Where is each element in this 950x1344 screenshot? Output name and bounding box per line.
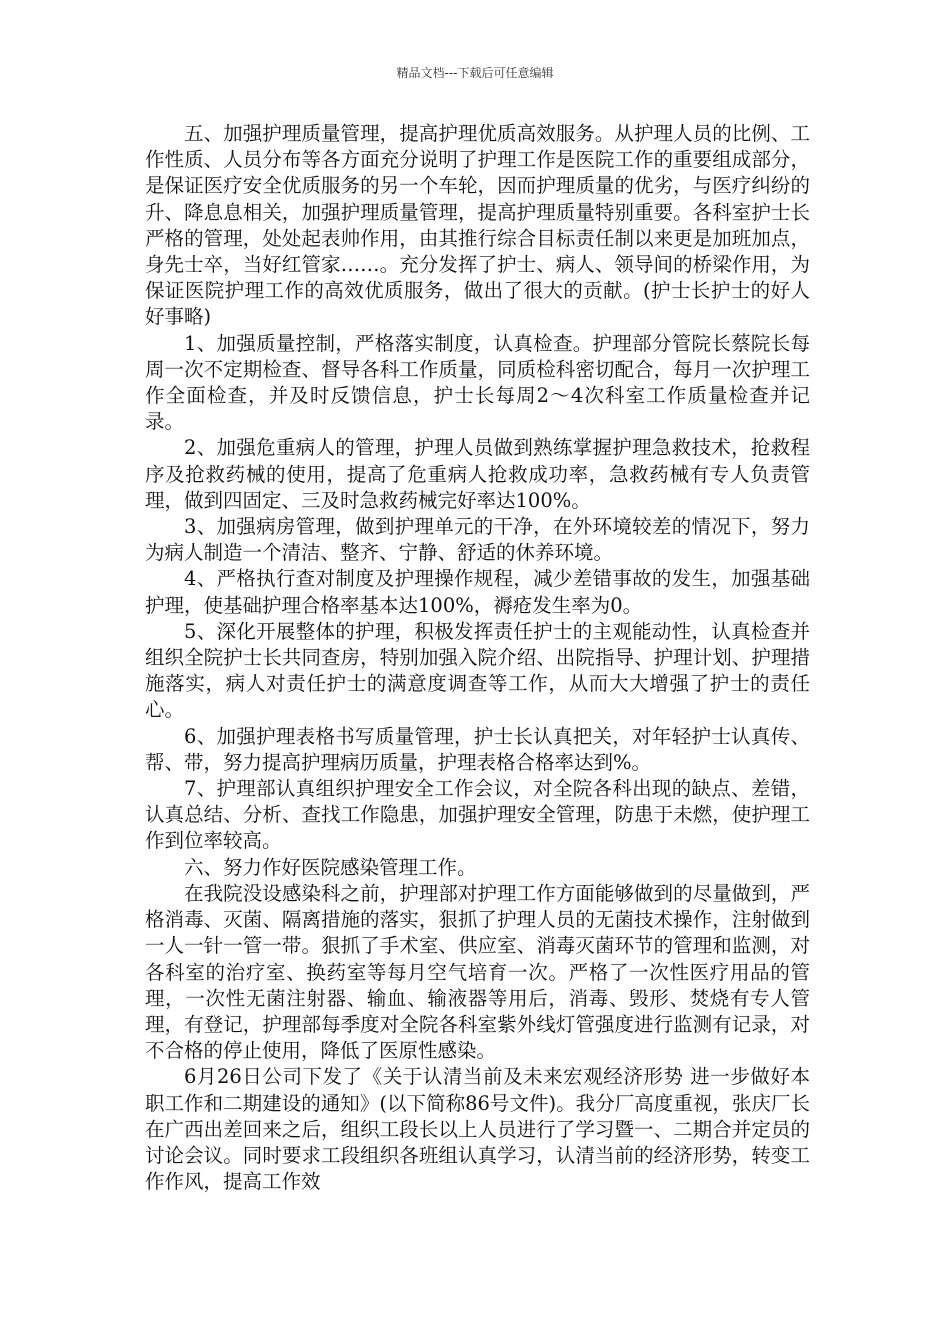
paragraph-notice: 6月26日公司下发了《关于认清当前及未来宏观经济形势 进一步做好本职工作和二期建设的通知》(以下简称86号文件)。我分厂高度重视，张庆厂长在广西出差回来之后，组织工段长以上人员进行了学习暨一、二期合并定员的讨论会议。同时要求工段组织各班组认真学习，认清当前的经济形势，转变工作作风，提高工作效 xyxy=(145,1065,810,1194)
paragraph-item-3: 3、加强病房管理，做到护理单元的干净，在外环境较差的情况下，努力为病人制造一个清洁、整齐、宁静、舒适的休养环境。 xyxy=(145,515,810,565)
paragraph-item-6: 6、加强护理表格书写质量管理，护士长认真把关，对年轻护士认真传、帮、带，努力提高护理病历质量，护理表格合格率达到%。 xyxy=(145,724,810,774)
paragraph-item-1: 1、加强质量控制，严格落实制度，认真检查。护理部分管院长蔡院长每周一次不定期检查、督导各科工作质量，同质检科密切配合，每月一次护理工作全面检查，并及时反馈信息，护士长每周2～4次科室工作质量检查并记录。 xyxy=(145,331,810,434)
paragraph-item-4: 4、严格执行查对制度及护理操作规程，减少差错事故的发生，加强基础护理，使基础护理合格率基本达100%，褥疮发生率为0。 xyxy=(145,567,810,617)
paragraph-item-5: 5、深化开展整体的护理，积极发挥责任护士的主观能动性，认真检查并组织全院护士长共同查房，特别加强入院介绍、出院指导、护理计划、护理措施落实，病人对责任护士的满意度调查等工作，从而大大增强了护士的责任心。 xyxy=(145,619,810,722)
paragraph-item-2: 2、加强危重病人的管理，护理人员做到熟练掌握护理急救技术，抢救程序及抢救药械的使用，提高了危重病人抢救成功率，急救药械有专人负责管理，做到四固定、三及时急救药械完好率达100%。 xyxy=(145,436,810,512)
paragraph-section-six: 六、努力作好医院感染管理工作。 xyxy=(184,855,477,879)
page-header: 精品文档---下载后可任意编辑 xyxy=(396,66,554,80)
paragraph-infection-control: 在我院没设感染科之前，护理部对护理工作方面能够做到的尽量做到，严格消毒、灭菌、隔离措施的落实，狠抓了护理人员的无菌技术操作，注射做到一人一针一管一带。狠抓了手术室、供应室、消毒灭菌环节的管理和监测，对各科室的治疗室、换药室等每月空气培育一次。严格了一次性医疗用品的管理，一次性无菌注射器、输血、输液器等用后，消毒、毁形、焚烧有专人管理，有登记，护理部每季度对全院各科室紫外线灯管强度进行监测有记录，对不合格的停止使用，降低了医原性感染。 xyxy=(145,881,810,1063)
paragraph-section-five: 五、加强护理质量管理，提高护理优质高效服务。从护理人员的比例、工作性质、人员分布等各方面充分说明了护理工作是医院工作的重要组成部分，是保证医疗安全优质服务的另一个车轮，因而护理质量的优劣，与医疗纠纷的升、降息息相关，加强护理质量管理，提高护理质量特别重要。各科室护士长严格的管理，处处起表帅作用，由其推行综合目标责任制以来更是加班加点，身先士卒，当好红管家……。充分发挥了护士、病人、领导间的桥梁作用，为保证医院护理工作的高效优质服务，做出了很大的贡献。(护士长护士的好人好事略) xyxy=(145,122,810,329)
paragraph-item-7: 7、护理部认真组织护理安全工作会议，对全院各科出现的缺点、差错，认真总结、分析、查找工作隐患，加强护理安全管理，防患于未燃，使护理工作到位率较高。 xyxy=(145,777,810,853)
document-body xyxy=(145,121,810,1195)
